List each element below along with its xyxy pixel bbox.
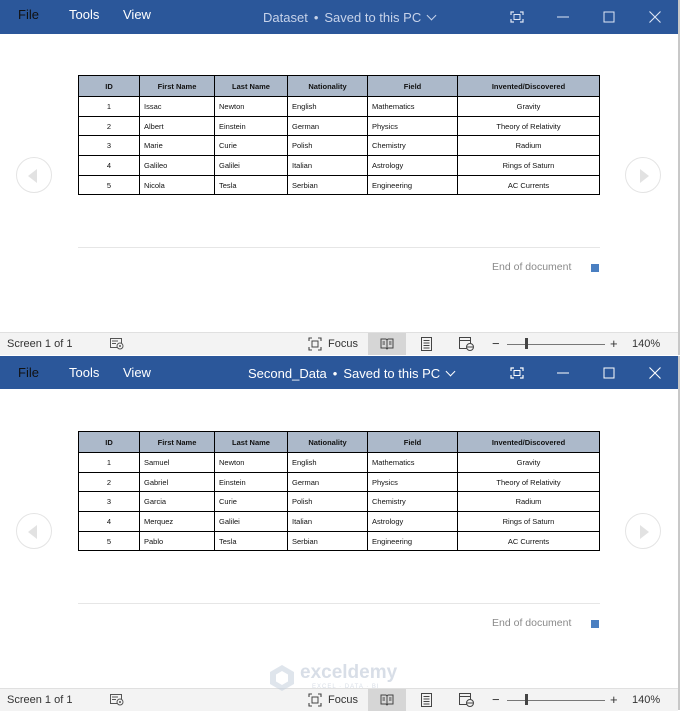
title-separator: •	[332, 366, 338, 381]
cell-first-name: Nicola	[140, 175, 215, 195]
read-mode-button[interactable]	[368, 333, 406, 355]
cell-id: 3	[79, 492, 140, 512]
header-nationality: Nationality	[288, 432, 368, 453]
cell-field: Chemistry	[368, 492, 458, 512]
end-of-document-label: End of document	[492, 261, 572, 273]
zoom-level[interactable]: 140%	[632, 694, 661, 706]
cell-id: 5	[79, 175, 140, 195]
table-row	[79, 175, 600, 195]
menu-view[interactable]: View	[123, 365, 151, 380]
save-status: Saved to this PC	[324, 10, 422, 25]
table-row	[79, 512, 600, 532]
cell-id: 3	[79, 136, 140, 156]
book-icon	[380, 694, 394, 706]
zoom-slider-thumb[interactable]	[525, 338, 528, 349]
end-of-document-marker	[591, 620, 599, 628]
cell-id: 1	[79, 453, 140, 473]
zoom-out-button[interactable]: −	[492, 692, 500, 707]
menu-view[interactable]: View	[123, 7, 151, 22]
word-window-dataset	[0, 0, 680, 355]
data-table	[78, 431, 600, 551]
watermark-tagline: EXCEL · DATA · BI	[312, 684, 380, 690]
web-layout-icon[interactable]	[459, 693, 474, 707]
page-divider	[78, 247, 600, 248]
save-status: Saved to this PC	[343, 366, 441, 381]
cell-first-name: Garcia	[140, 492, 215, 512]
cell-first-name: Pablo	[140, 531, 215, 551]
table-row	[79, 472, 600, 492]
chevron-down-icon	[427, 11, 437, 21]
arrow-left-icon	[28, 169, 37, 183]
cell-invented: Rings of Saturn	[458, 156, 600, 176]
exceldemy-watermark	[268, 662, 418, 694]
header-first-name: First Name	[140, 76, 215, 97]
menu-tools[interactable]: Tools	[69, 7, 100, 22]
cell-first-name: Samuel	[140, 453, 215, 473]
table-row	[79, 136, 600, 156]
maximize-icon	[604, 12, 615, 23]
cell-invented: Gravity	[458, 97, 600, 117]
table-header-row	[79, 76, 600, 97]
cell-invented: Theory of Relativity	[458, 116, 600, 136]
document-title-menu[interactable]	[263, 0, 435, 34]
cell-invented: Radium	[458, 492, 600, 512]
cell-last-name: Einstein	[215, 116, 288, 136]
cell-nationality: Serbian	[288, 531, 368, 551]
watermark-name: exceldemy	[300, 662, 398, 683]
header-last-name: Last Name	[215, 432, 288, 453]
cell-invented: AC Currents	[458, 175, 600, 195]
print-layout-icon[interactable]	[421, 693, 432, 707]
document-title: Dataset	[263, 10, 308, 25]
cell-nationality: Italian	[288, 156, 368, 176]
zoom-in-button[interactable]: +	[610, 692, 618, 707]
focus-button[interactable]: Focus	[328, 338, 358, 350]
header-field: Field	[368, 76, 458, 97]
cell-first-name: Merquez	[140, 512, 215, 532]
table-row	[79, 453, 600, 473]
cell-id: 5	[79, 531, 140, 551]
header-first-name: First Name	[140, 432, 215, 453]
menu-tools[interactable]: Tools	[69, 365, 100, 380]
close-icon	[649, 11, 661, 23]
screen-indicator: Screen 1 of 1	[7, 694, 73, 706]
cell-last-name: Curie	[215, 136, 288, 156]
header-invented: Invented/Discovered	[458, 76, 600, 97]
arrow-right-icon	[640, 525, 649, 539]
cell-id: 2	[79, 116, 140, 136]
zoom-slider-track[interactable]	[507, 344, 605, 345]
cell-id: 2	[79, 472, 140, 492]
cell-field: Astrology	[368, 512, 458, 532]
cell-invented: Rings of Saturn	[458, 512, 600, 532]
close-button[interactable]	[640, 356, 670, 390]
cell-last-name: Tesla	[215, 175, 288, 195]
cell-invented: Radium	[458, 136, 600, 156]
cell-last-name: Newton	[215, 453, 288, 473]
status-bar	[0, 332, 678, 355]
data-table	[78, 75, 600, 195]
cell-last-name: Newton	[215, 97, 288, 117]
fit-screen-button[interactable]	[502, 356, 532, 390]
next-screen-button[interactable]	[625, 157, 661, 193]
zoom-level[interactable]: 140%	[632, 338, 661, 350]
title-separator: •	[313, 10, 319, 25]
next-screen-button[interactable]	[625, 513, 661, 549]
cell-id: 4	[79, 512, 140, 532]
accessibility-check-icon[interactable]	[110, 337, 124, 350]
cell-field: Physics	[368, 472, 458, 492]
fit-screen-icon	[510, 367, 524, 379]
previous-screen-button[interactable]	[16, 157, 52, 193]
header-last-name: Last Name	[215, 76, 288, 97]
close-button[interactable]	[640, 0, 670, 34]
book-icon	[380, 338, 394, 350]
chevron-down-icon	[446, 367, 456, 377]
menu-file[interactable]: File	[18, 7, 39, 22]
cell-id: 1	[79, 97, 140, 117]
focus-button[interactable]: Focus	[328, 694, 358, 706]
focus-icon[interactable]	[308, 693, 322, 707]
cell-nationality: Polish	[288, 492, 368, 512]
fit-screen-icon	[510, 11, 524, 23]
screen-indicator: Screen 1 of 1	[7, 338, 73, 350]
cell-first-name: Marie	[140, 136, 215, 156]
close-icon	[649, 367, 661, 379]
document-area	[0, 389, 678, 687]
header-invented: Invented/Discovered	[458, 432, 600, 453]
cell-field: Mathematics	[368, 453, 458, 473]
cell-first-name: Albert	[140, 116, 215, 136]
document-title-menu[interactable]	[248, 356, 454, 390]
minimize-icon	[557, 16, 569, 18]
cell-nationality: Italian	[288, 512, 368, 532]
cell-field: Chemistry	[368, 136, 458, 156]
header-nationality: Nationality	[288, 76, 368, 97]
table-row	[79, 116, 600, 136]
zoom-slider-track[interactable]	[507, 700, 605, 701]
cell-invented: AC Currents	[458, 531, 600, 551]
word-window-second-data	[0, 356, 680, 710]
cell-id: 4	[79, 156, 140, 176]
header-field: Field	[368, 432, 458, 453]
maximize-icon	[604, 368, 615, 379]
cell-first-name: Galileo	[140, 156, 215, 176]
cell-field: Mathematics	[368, 97, 458, 117]
print-layout-icon[interactable]	[421, 337, 432, 351]
zoom-slider-thumb[interactable]	[525, 694, 528, 705]
cell-last-name: Curie	[215, 492, 288, 512]
title-bar	[0, 0, 678, 34]
cell-last-name: Galilei	[215, 512, 288, 532]
accessibility-check-icon[interactable]	[110, 693, 124, 706]
cell-nationality: English	[288, 97, 368, 117]
cell-nationality: German	[288, 472, 368, 492]
maximize-button[interactable]	[594, 356, 624, 390]
header-id: ID	[79, 432, 140, 453]
cell-field: Engineering	[368, 531, 458, 551]
page-divider	[78, 603, 600, 604]
table-row	[79, 531, 600, 551]
end-of-document-label: End of document	[492, 617, 572, 629]
cell-invented: Theory of Relativity	[458, 472, 600, 492]
document-title: Second_Data	[248, 366, 327, 381]
cell-field: Engineering	[368, 175, 458, 195]
maximize-button[interactable]	[594, 0, 624, 34]
exceldemy-logo-icon	[268, 664, 296, 692]
table-header-row	[79, 432, 600, 453]
cell-nationality: English	[288, 453, 368, 473]
cell-nationality: Serbian	[288, 175, 368, 195]
zoom-out-button[interactable]: −	[492, 336, 500, 351]
web-layout-icon[interactable]	[459, 337, 474, 351]
cell-nationality: Polish	[288, 136, 368, 156]
arrow-left-icon	[28, 525, 37, 539]
minimize-button[interactable]	[548, 0, 578, 34]
table-row	[79, 156, 600, 176]
cell-last-name: Tesla	[215, 531, 288, 551]
cell-first-name: Gabriel	[140, 472, 215, 492]
table-row	[79, 492, 600, 512]
cell-last-name: Galilei	[215, 156, 288, 176]
minimize-button[interactable]	[548, 356, 578, 390]
previous-screen-button[interactable]	[16, 513, 52, 549]
cell-nationality: German	[288, 116, 368, 136]
title-bar	[0, 356, 678, 389]
arrow-right-icon	[640, 169, 649, 183]
cell-last-name: Einstein	[215, 472, 288, 492]
minimize-icon	[557, 372, 569, 374]
cell-first-name: Issac	[140, 97, 215, 117]
menu-file[interactable]: File	[18, 365, 39, 380]
document-area	[0, 34, 678, 332]
end-of-document-marker	[591, 264, 599, 272]
cell-field: Physics	[368, 116, 458, 136]
cell-field: Astrology	[368, 156, 458, 176]
table-row	[79, 97, 600, 117]
zoom-in-button[interactable]: +	[610, 336, 618, 351]
header-id: ID	[79, 76, 140, 97]
cell-invented: Gravity	[458, 453, 600, 473]
fit-screen-button[interactable]	[502, 0, 532, 34]
focus-icon[interactable]	[308, 337, 322, 351]
